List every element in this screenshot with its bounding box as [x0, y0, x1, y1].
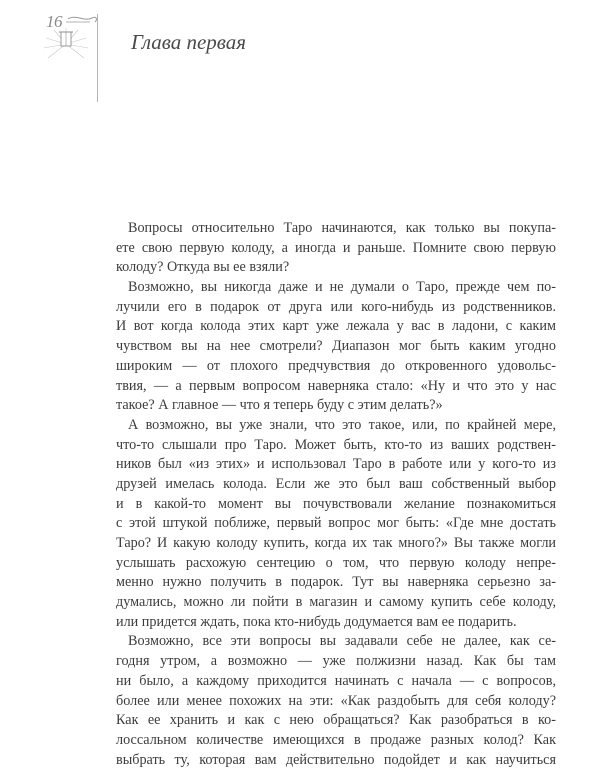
- text-line: твия, — а первым вопросом наверняка стало: «Ну и что это у нас: [116, 377, 556, 394]
- text-line: что-то слышали про Таро. Может быть, кто-то из ваших родствен-: [116, 436, 556, 453]
- text-line: более или менее похожих на эти: «Как раздобыть для себя колоду?: [116, 692, 556, 709]
- text-line: менно нужно получить в подарок. Тут вы наверняка серьезно за-: [116, 574, 556, 591]
- text-line: колоду? Откуда вы ее взяли?: [116, 259, 290, 276]
- text-line: лучили его в подарок от друга или кого-нибудь из родственников.: [116, 298, 556, 315]
- text-line: чувством вы на нее смотрели? Диапазон мог быть каким угодно: [116, 338, 556, 355]
- text-line: и в какой-то момент вы почувствовали желание познакомиться: [116, 495, 556, 512]
- body-text: [116, 219, 556, 770]
- text-line: Как ее хранить и как с нею обращаться? Как разобраться в ко-: [116, 712, 556, 729]
- text-line: с этой штукой поближе, первый вопрос мог быть: «Где мне достать: [116, 515, 556, 532]
- text-line: Вопросы относительно Таро начинаются, как только вы покупа-: [128, 220, 556, 236]
- text-line: Возможно, все эти вопросы вы задавали себе не далее, как се-: [128, 633, 556, 650]
- text-line: Возможно, вы никогда даже и не думали о Таро, прежде чем по-: [128, 279, 556, 296]
- text-line: широким — от плохого предчувствия до откровенного удовольс-: [116, 357, 556, 374]
- text-line: А возможно, вы уже знали, что это такое, или, по крайней мере,: [128, 416, 556, 433]
- page-number: 16: [46, 12, 62, 31]
- text-line: ников был «из этих» и использовал Таро в работе или у кого-то из: [116, 456, 556, 473]
- text-line: годня утром, а возможно — уже полжизни назад. Как бы там: [116, 653, 556, 670]
- header-rule: [97, 14, 98, 102]
- text-line: услышать расхожую сентецию о том, что первую колоду непре-: [116, 554, 556, 571]
- text-line: выбрать ту, которая вам действительно подойдет и как научиться: [116, 751, 556, 768]
- text-line: друзей имелась колода. Если же это был ваш собственный выбор: [116, 475, 556, 492]
- text-line: такое? А главное — что я теперь буду с этим делать?»: [116, 397, 443, 414]
- text-line: или придется ждать, пока кто-нибудь додумается вам ее подарить.: [116, 613, 517, 630]
- text-line: Таро? И какую колоду купить, когда их так много?» Вы также могли: [116, 535, 556, 551]
- text-line: ете свою первую колоду, а иногда и раньше. Помните свою первую: [116, 239, 556, 256]
- text-line: ни было, а каждому приходится начинать с начала — с вопросов,: [116, 672, 556, 689]
- text-line: И вот когда колода этих карт уже лежала у вас в ладони, с каким: [116, 318, 556, 335]
- text-line: лоссальном количестве имеющихся в продаже разных колод? Как: [116, 731, 556, 748]
- text-line: думались, можно ли пойти в магазин и самому купить себе колоду,: [116, 594, 556, 611]
- chapter-title: Глава первая: [131, 30, 247, 54]
